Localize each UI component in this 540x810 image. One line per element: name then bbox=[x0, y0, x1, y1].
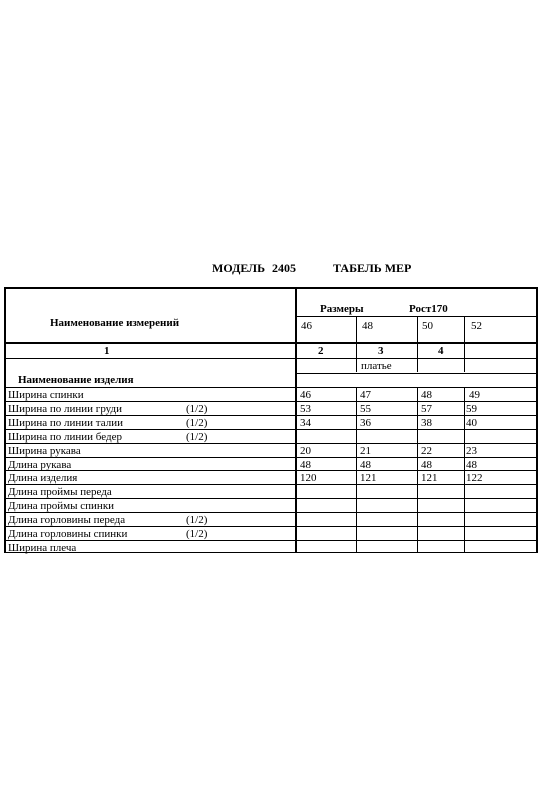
row-name: Ширина по линии талии bbox=[8, 417, 123, 429]
column-number-4: 4 bbox=[438, 345, 444, 357]
row-value: 48 bbox=[466, 459, 477, 471]
row-name: Ширина спинки bbox=[8, 389, 84, 401]
row-name: Ширина по линии груди bbox=[8, 403, 122, 415]
row-value: 34 bbox=[300, 417, 311, 429]
row-note: (1/2) bbox=[186, 403, 208, 415]
row-value: 121 bbox=[421, 472, 438, 484]
row-name: Длина горловины переда bbox=[8, 514, 126, 526]
item-header: Наименование изделия bbox=[18, 374, 134, 386]
model-number: 2405 bbox=[272, 261, 296, 275]
row-value: 55 bbox=[360, 403, 371, 415]
row-name: Длина рукава bbox=[8, 459, 72, 471]
item-name: платье bbox=[361, 360, 392, 372]
row-value: 20 bbox=[300, 445, 311, 457]
row-name: Длина проймы переда bbox=[8, 486, 112, 498]
row-value: 48 bbox=[300, 459, 311, 471]
row-name: Длина горловины спинки bbox=[8, 528, 128, 540]
row-note: (1/2) bbox=[186, 431, 208, 443]
row-value: 23 bbox=[466, 445, 477, 457]
row-name: Длина изделия bbox=[8, 472, 78, 484]
row-value: 120 bbox=[300, 472, 317, 484]
row-value: 121 bbox=[360, 472, 377, 484]
column-number-1: 1 bbox=[104, 345, 110, 357]
size-50: 50 bbox=[422, 320, 433, 332]
measurement-header: Наименование измерений bbox=[50, 317, 180, 329]
row-value: 40 bbox=[466, 417, 477, 429]
row-value: 122 bbox=[466, 472, 483, 484]
row-name: Ширина плеча bbox=[8, 542, 77, 554]
height-label: Рост170 bbox=[409, 303, 448, 315]
row-name: Ширина рукава bbox=[8, 445, 81, 457]
row-value: 21 bbox=[360, 445, 371, 457]
sizes-label: Размеры bbox=[320, 303, 364, 315]
row-note: (1/2) bbox=[186, 417, 208, 429]
row-name: Длина проймы спинки bbox=[8, 500, 115, 512]
row-value: 53 bbox=[300, 403, 311, 415]
row-value: 38 bbox=[421, 417, 432, 429]
model-label: МОДЕЛЬ bbox=[212, 261, 266, 275]
size-52: 52 bbox=[471, 320, 482, 332]
column-number-2: 2 bbox=[318, 345, 324, 357]
size-46: 46 bbox=[301, 320, 312, 332]
row-name: Ширина по линии бедер bbox=[8, 431, 122, 443]
row-value: 59 bbox=[466, 403, 477, 415]
row-value: 57 bbox=[421, 403, 432, 415]
row-note: (1/2) bbox=[186, 514, 208, 526]
row-value: 46 bbox=[300, 389, 311, 401]
column-number-3: 3 bbox=[378, 345, 384, 357]
row-value: 36 bbox=[360, 417, 371, 429]
table-title: ТАБЕЛЬ МЕР bbox=[333, 261, 412, 275]
row-note: (1/2) bbox=[186, 528, 208, 540]
row-value: 48 bbox=[421, 459, 432, 471]
row-value: 48 bbox=[421, 389, 432, 401]
row-value: 49 bbox=[469, 389, 480, 401]
row-value: 47 bbox=[360, 389, 371, 401]
row-value: 48 bbox=[360, 459, 371, 471]
row-value: 22 bbox=[421, 445, 432, 457]
size-48: 48 bbox=[362, 320, 373, 332]
